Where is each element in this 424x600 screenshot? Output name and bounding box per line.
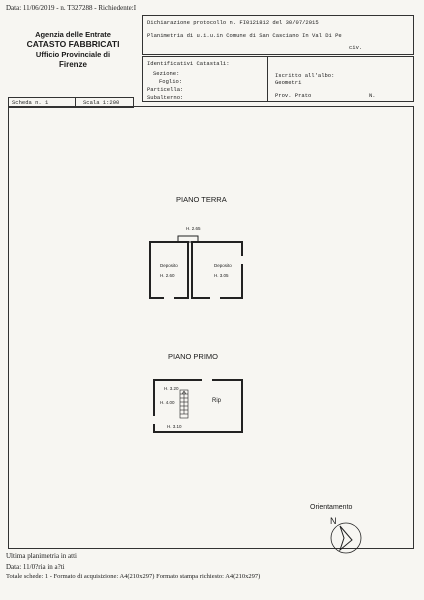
iscritto-label: Iscritto all'albo: bbox=[275, 72, 335, 79]
ground-floor-plan bbox=[140, 222, 250, 302]
prov-label: Prov. Prato bbox=[275, 92, 312, 99]
first-floor-title: PIANO PRIMO bbox=[168, 352, 219, 361]
identifiers-box bbox=[142, 56, 414, 102]
geometri-label: Geometri bbox=[275, 79, 302, 86]
staircase bbox=[180, 390, 188, 418]
north-letter: N bbox=[330, 516, 337, 526]
agency-name: Agenzia delle Entrate bbox=[35, 30, 111, 39]
room-deposito-1: Deposito bbox=[160, 263, 178, 268]
door-gap bbox=[210, 296, 220, 300]
footer-line-2: Data: 11/0?ria in a?ti bbox=[6, 563, 65, 571]
field-sezione: Sezione: bbox=[153, 70, 180, 77]
ground-height-top: H. 2.65 bbox=[186, 226, 201, 231]
room-outline bbox=[192, 242, 242, 298]
first-height-2: H. 4.00 bbox=[160, 400, 175, 405]
window-gap bbox=[202, 378, 212, 382]
agency-block bbox=[14, 30, 132, 70]
window-gap bbox=[152, 416, 156, 424]
field-subalterno: Subalterno: bbox=[147, 94, 184, 101]
identifiers-title: Identificativi Catastali: bbox=[147, 60, 230, 67]
header-strip: Data: 11/06/2019 - n. T327288 - Richiedente:I bbox=[6, 4, 137, 12]
registry-name: CATASTO FABBRICATI bbox=[26, 39, 120, 49]
declaration-box bbox=[142, 15, 414, 55]
id-separator bbox=[267, 57, 268, 101]
civ-label: civ. bbox=[349, 44, 363, 51]
plan-line: Planimetria di u.i.u.in Comune di San Casciano In Val Di Pe bbox=[147, 32, 342, 39]
office-name: Ufficio Provinciale di bbox=[35, 50, 111, 59]
orientation-label: Orientamento bbox=[310, 504, 353, 511]
field-foglio: Foglio: bbox=[159, 78, 183, 85]
footer-line-1: Ultima planimetria in atti bbox=[6, 552, 77, 560]
window-gap bbox=[240, 256, 244, 264]
first-floor-plan bbox=[148, 374, 248, 436]
office-city: Firenze bbox=[58, 60, 87, 69]
room-deposito-2-height: H. 3.05 bbox=[214, 273, 229, 278]
room-outline bbox=[150, 242, 188, 298]
first-height-3: H. 3.10 bbox=[167, 424, 182, 429]
door-gap bbox=[164, 296, 174, 300]
room-deposito-1-height: H. 2.60 bbox=[160, 273, 175, 278]
first-room-rip: Rip bbox=[212, 398, 222, 404]
scheda-label: Scheda n. 1 bbox=[12, 99, 49, 106]
protocol-line: Dichiarazione protocollo n. FI0121812 del 30/07/2015 bbox=[147, 19, 319, 26]
field-particella: Particella: bbox=[147, 86, 184, 93]
ground-floor-title: PIANO TERRA bbox=[176, 195, 227, 204]
footer-line-3: Totale schede: 1 - Formato di acquisizione: A4(210x297) Formato stampa richiesto: A4(210x297) bbox=[6, 573, 261, 580]
room-deposito-2: Deposito bbox=[214, 263, 232, 268]
n-label: N. bbox=[369, 92, 376, 99]
first-height-1: H. 3.20 bbox=[164, 386, 179, 391]
drawing-frame bbox=[8, 106, 414, 549]
scala-label: Scala 1:200 bbox=[83, 99, 120, 106]
